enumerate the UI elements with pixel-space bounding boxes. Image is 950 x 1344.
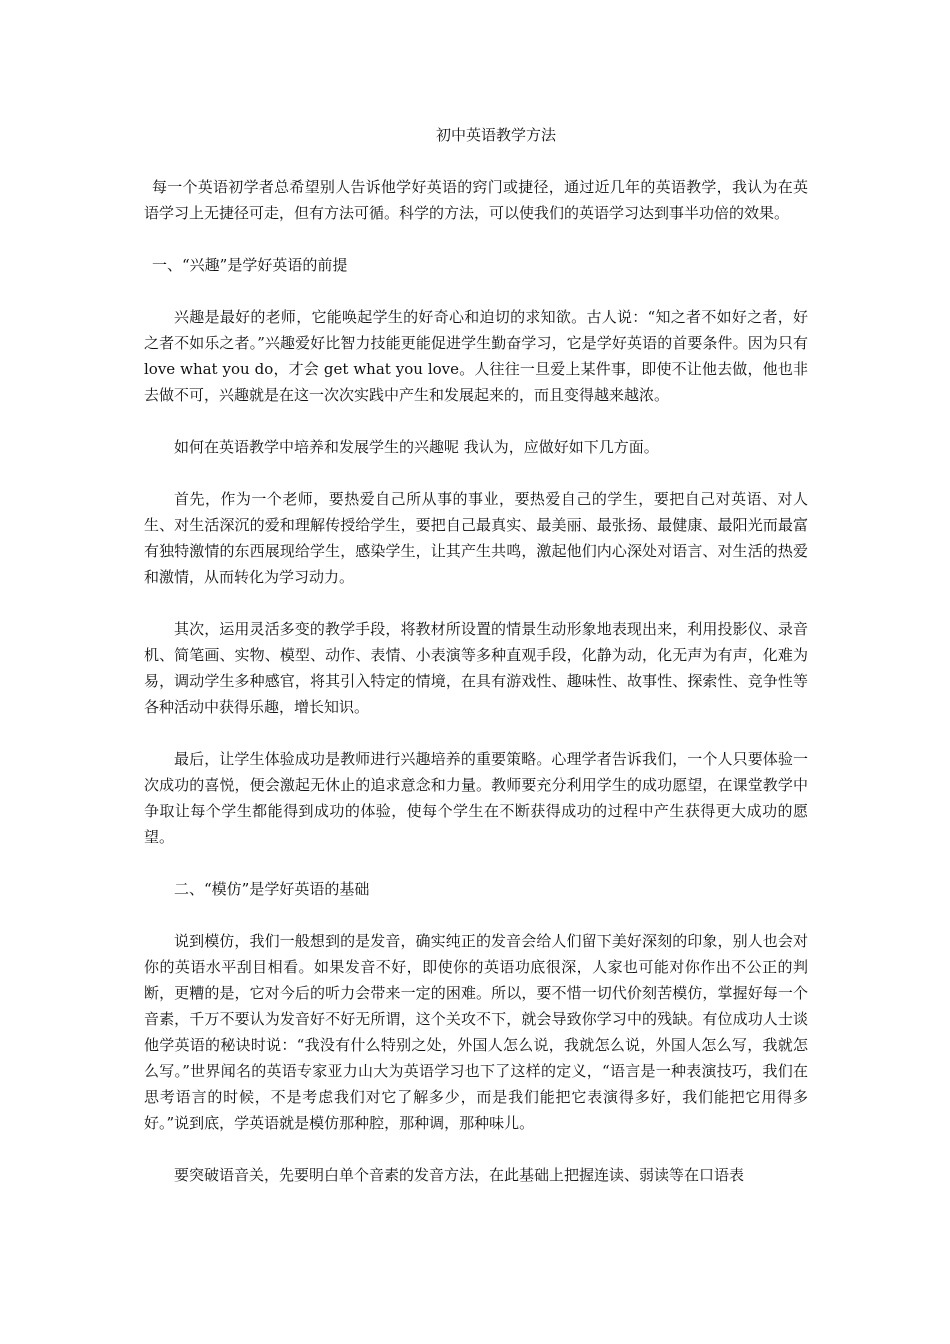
paragraph-pronunciation: 要突破语音关，先要明白单个音素的发音方法，在此基础上把握连读、弱读等在口语表: [174, 1166, 745, 1184]
paragraph-first: 首先，作为一个老师，要热爱自己所从事的事业，要热爱自己的学生，要把自己对英语、对人生、对生活深沉的爱和理解传授给学生，要把自己最真实、最美丽、最张扬、最健康、最阳光而最富有独特激情的东西展现给学生，感染学生，让其产生共鸣，激起他们内心深处对语言、对生活的热爱和激情，从而转化为学习动力。: [144, 490, 808, 586]
paragraph-interest: 兴趣是最好的老师，它能唤起学生的好奇心和迫切的求知欲。古人说：“知之者不如好之者，好之者不如乐之者。”兴趣爱好比智力技能更能促进学生勤奋学习，它是学好英语的首要条件。因为只有 love what you do，才会 get what you love。人往往一旦爱上某件事，即使不让他去做，他也非去做不可，兴趣就是在这一次次实践中产生和发展起来的，而且变得越来越浓。: [144, 308, 808, 404]
page-title: 初中英语教学方法: [435, 126, 556, 144]
section-heading-interest: 一、“兴趣”是学好英语的前提: [152, 256, 348, 274]
paragraph-last: 最后，让学生体验成功是教师进行兴趣培养的重要策略。心理学者告诉我们，一个人只要体验一次成功的喜悦，便会激起无休止的追求意念和力量。教师要充分利用学生的成功愿望，在课堂教学中争取让每个学生都能得到成功的体验，使每个学生在不断获得成功的过程中产生获得更大成功的愿望。: [144, 750, 808, 846]
section-heading-imitation: 二、“模仿”是学好英语的基础: [174, 880, 370, 898]
paragraph-how: 如何在英语教学中培养和发展学生的兴趣呢 我认为，应做好如下几方面。: [174, 438, 659, 456]
paragraph-imitation: 说到模仿，我们一般想到的是发音，确实纯正的发音会给人们留下美好深刻的印象，别人也会对你的英语水平刮目相看。如果发音不好，即使你的英语功底很深，人家也可能对你作出不公正的判断，更糟的是，它对今后的听力会带来一定的困难。所以，要不惜一切代价刻苦模仿，掌握好每一个音素，千万不要认为发音好不好无所谓，这个关攻不下，就会导致你学习中的残缺。有位成功人士谈他学英语的秘诀时说：“我没有什么特别之处，外国人怎么说，我就怎么说，外国人怎么写，我就怎么写。”世界闻名的英语专家亚力山大为英语学习也下了这样的定义，“语言是一种表演技巧，我们在思考语言的时候，不是考虑我们对它了解多少，而是我们能把它表演得多好，我们能把它用得多好。”说到底，学英语就是模仿那种腔，那种调，那种味儿。: [144, 932, 808, 1132]
document-body: [144, 122, 808, 1214]
paragraph-second: 其次，运用灵活多变的教学手段，将教材所设置的情景生动形象地表现出来，利用投影仪、录音机、简笔画、实物、模型、动作、表情、小表演等多种直观手段，化静为动，化无声为有声，化难为易，调动学生多种感官，将其引入特定的情境，在具有游戏性、趣味性、故事性、探索性、竞争性等各种活动中获得乐趣，增长知识。: [144, 620, 808, 716]
intro-paragraph: 每一个英语初学者总希望别人告诉他学好英语的窍门或捷径，通过近几年的英语教学，我认为在英语学习上无捷径可走，但有方法可循。科学的方法，可以使我们的英语学习达到事半功倍的效果。: [144, 178, 808, 222]
